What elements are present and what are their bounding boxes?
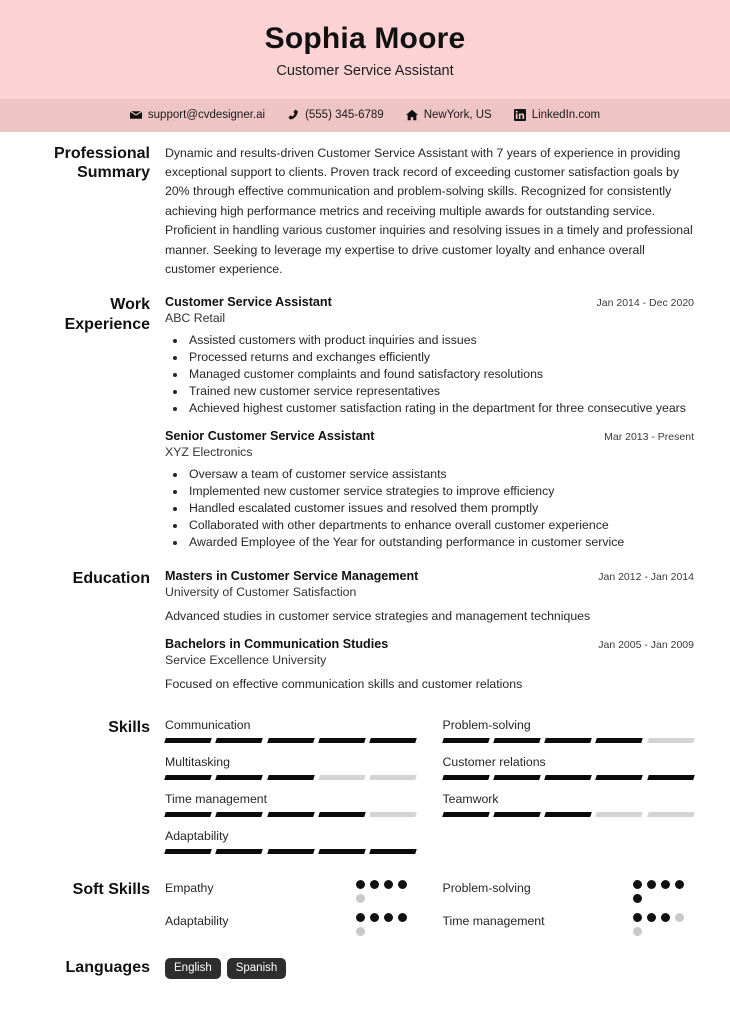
entry-header <box>165 295 694 309</box>
entry-title: Senior Customer Service Assistant <box>165 429 375 444</box>
soft-skill-name: Problem-solving <box>442 880 531 895</box>
language-pill: Spanish <box>227 958 287 979</box>
soft-skill-rating <box>356 880 417 903</box>
soft-skill-rating <box>633 913 694 936</box>
home-icon <box>406 109 418 121</box>
list-item: • Handled escalated customer issues and resolved them promptly <box>187 500 694 517</box>
list-item: • Managed customer complaints and found satisfactory resolutions <box>187 366 694 383</box>
skill-name: Communication <box>165 717 251 732</box>
section-soft-skills <box>36 866 694 946</box>
entry-organization: XYZ Electronics <box>165 445 253 460</box>
entry-date: Jan 2014 - Dec 2020 <box>596 297 694 310</box>
skill-segment <box>164 738 212 743</box>
section-label-education: Education <box>72 570 150 588</box>
skill-level-bar <box>443 812 695 817</box>
skill-segment <box>215 738 263 743</box>
rating-dot <box>356 927 365 936</box>
experience-entry <box>165 295 694 417</box>
soft-skill-name: Time management <box>442 913 545 928</box>
entry-organization: ABC Retail <box>165 311 226 326</box>
skill-name: Customer relations <box>442 754 546 769</box>
soft-skills-content <box>165 880 694 946</box>
contact-email-text: support@cvdesigner.ai <box>147 109 266 121</box>
contact-item-phone[interactable] <box>287 109 384 121</box>
envelope-icon <box>130 109 142 121</box>
skill-segment <box>215 812 263 817</box>
summary-text: Dynamic and results-driven Customer Service Assistant with 7 years of experience in providing exceptional support to clients. Proven track record of exceeding customer satisfaction goals by 20% through effective communication and problem-solving skills. Recognized for consistently achieving high performance metrics and receiving multiple awards for outstanding service. Proficient in handling various customer inquiries and resolving issues in a timely and professional manner. Seeking to leverage my expertise to drive customer loyalty and enhance overall customer experience. <box>165 145 693 277</box>
skill-name: Problem-solving <box>442 717 531 732</box>
section-education <box>36 551 694 693</box>
experience-content <box>165 295 694 551</box>
rating-dot <box>675 880 684 889</box>
skill-segment <box>369 738 417 743</box>
skill-segment <box>267 812 315 817</box>
skill-segment <box>647 775 695 780</box>
entry-header <box>165 569 694 583</box>
skill-segment <box>369 812 417 817</box>
section-label-experience: Work Experience <box>64 296 150 333</box>
skill-segment <box>318 849 366 854</box>
skill-item <box>165 718 417 743</box>
skill-name: Adaptability <box>165 828 229 843</box>
skill-segment <box>215 775 263 780</box>
skill-level-bar <box>443 738 695 743</box>
skill-name: Multitasking <box>165 754 230 769</box>
rating-dot <box>633 880 642 889</box>
skill-item <box>443 718 695 743</box>
contact-location-text: NewYork, US <box>423 109 492 121</box>
rating-dot <box>356 894 365 903</box>
contact-item-location[interactable] <box>406 109 492 121</box>
section-label-summary: Professional Summary <box>53 144 150 181</box>
entry-organization: University of Customer Satisfaction <box>165 585 357 600</box>
section-label-soft-skills: Soft Skills <box>72 880 150 898</box>
list-item: • Achieved highest customer satisfaction rating in the department for three consecutive years <box>187 400 694 417</box>
section-label-skills: Skills <box>108 718 150 736</box>
entry-date: Jan 2012 - Jan 2014 <box>598 571 694 584</box>
skill-segment <box>267 849 315 854</box>
entry-description: Advanced studies in customer service strategies and management techniques <box>165 609 591 624</box>
job-title: Customer Service Assistant <box>276 62 454 79</box>
rating-dot <box>633 927 642 936</box>
rating-dot <box>384 913 393 922</box>
skill-segment <box>318 738 366 743</box>
skill-segment <box>493 738 541 743</box>
contact-item-linkedin[interactable] <box>514 109 600 121</box>
skill-segment <box>442 775 490 780</box>
soft-skill-item <box>165 880 417 903</box>
soft-skill-rating <box>633 880 694 903</box>
skills-content <box>165 718 694 866</box>
section-languages <box>36 946 694 979</box>
skill-segment <box>596 812 644 817</box>
list-item: • Oversaw a team of customer service assistants <box>187 466 694 483</box>
skill-segment <box>215 849 263 854</box>
soft-skill-item <box>443 913 695 936</box>
skill-level-bar <box>443 775 695 780</box>
entry-title: Masters in Customer Service Management <box>165 569 419 584</box>
skill-segment <box>544 738 592 743</box>
entry-title: Bachelors in Communication Studies <box>165 637 389 652</box>
rating-dot <box>370 880 379 889</box>
soft-skill-name: Empathy <box>165 880 214 895</box>
rating-dot <box>633 913 642 922</box>
rating-dot <box>398 880 407 889</box>
entry-date: Mar 2013 - Present <box>604 431 694 444</box>
education-content <box>165 569 694 693</box>
skill-segment <box>596 738 644 743</box>
entry-date: Jan 2005 - Jan 2009 <box>598 639 694 652</box>
skill-segment <box>369 775 417 780</box>
skill-segment <box>164 812 212 817</box>
entry-organization: Service Excellence University <box>165 653 327 668</box>
education-entry <box>165 569 694 625</box>
soft-skill-item <box>165 913 417 936</box>
skill-segment <box>267 775 315 780</box>
entry-title: Customer Service Assistant <box>165 295 332 310</box>
skill-segment <box>164 775 212 780</box>
contact-phone-text: (555) 345-6789 <box>305 109 384 121</box>
soft-skill-rating <box>356 913 417 936</box>
skill-level-bar <box>165 849 417 854</box>
language-pill: English <box>165 958 221 979</box>
skill-segment <box>647 812 695 817</box>
rating-dot <box>647 913 656 922</box>
list-item: • Processed returns and exchanges efficiently <box>187 349 694 366</box>
contact-linkedin-text: LinkedIn.com <box>531 109 601 121</box>
page-title: Sophia Moore <box>264 22 466 55</box>
entry-bullet-list <box>187 466 694 551</box>
section-skills <box>36 694 694 866</box>
skill-segment <box>442 812 490 817</box>
rating-dot <box>356 913 365 922</box>
skill-level-bar <box>165 738 417 743</box>
resume-header <box>0 0 730 99</box>
skill-segment <box>164 849 212 854</box>
rating-dot <box>384 880 393 889</box>
skill-item <box>443 792 695 817</box>
skill-item <box>165 829 417 854</box>
phone-icon <box>287 109 299 121</box>
language-pill-list <box>165 958 694 979</box>
rating-dot <box>647 880 656 889</box>
skill-level-bar <box>165 775 417 780</box>
skill-item <box>165 755 417 780</box>
entry-header <box>165 429 694 443</box>
skill-segment <box>493 775 541 780</box>
skill-segment <box>442 738 490 743</box>
skill-level-bar <box>165 812 417 817</box>
list-item: • Assisted customers with product inquiries and issues <box>187 332 694 349</box>
skills-grid <box>165 718 694 866</box>
entry-description: Focused on effective communication skills and customer relations <box>165 677 523 692</box>
skill-segment <box>596 775 644 780</box>
rating-dot <box>661 880 670 889</box>
linkedin-icon <box>514 109 526 121</box>
section-work-experience <box>36 279 694 551</box>
resume-body <box>0 132 730 979</box>
skill-segment <box>318 812 366 817</box>
skill-segment <box>544 812 592 817</box>
rating-dot <box>398 913 407 922</box>
rating-dot <box>633 894 642 903</box>
entry-header <box>165 637 694 651</box>
list-item: • Awarded Employee of the Year for outstanding performance in customer service <box>187 534 694 551</box>
languages-content <box>165 958 694 979</box>
soft-skill-name: Adaptability <box>165 913 229 928</box>
list-item: • Implemented new customer service strategies to improve efficiency <box>187 483 694 500</box>
rating-dot <box>675 913 684 922</box>
rating-dot <box>661 913 670 922</box>
skill-segment <box>493 812 541 817</box>
skill-name: Teamwork <box>442 791 499 806</box>
rating-dot <box>356 880 365 889</box>
soft-skill-item <box>443 880 695 903</box>
skill-name: Time management <box>165 791 268 806</box>
skill-segment <box>647 738 695 743</box>
section-professional-summary <box>36 132 694 280</box>
education-entry <box>165 637 694 693</box>
rating-dot <box>370 913 379 922</box>
list-item: • Trained new customer service representatives <box>187 383 694 400</box>
contact-item-email[interactable] <box>130 109 265 121</box>
contact-bar <box>0 99 730 132</box>
section-label-languages: Languages <box>65 958 150 976</box>
skill-segment <box>318 775 366 780</box>
summary-content <box>165 144 694 280</box>
entry-bullet-list <box>187 332 694 417</box>
skill-item <box>443 755 695 780</box>
list-item: • Collaborated with other departments to enhance overall customer experience <box>187 517 694 534</box>
experience-entry <box>165 429 694 551</box>
skill-segment <box>267 738 315 743</box>
soft-skills-grid <box>165 880 694 946</box>
skill-item <box>165 792 417 817</box>
skill-segment <box>369 849 417 854</box>
skill-segment <box>544 775 592 780</box>
